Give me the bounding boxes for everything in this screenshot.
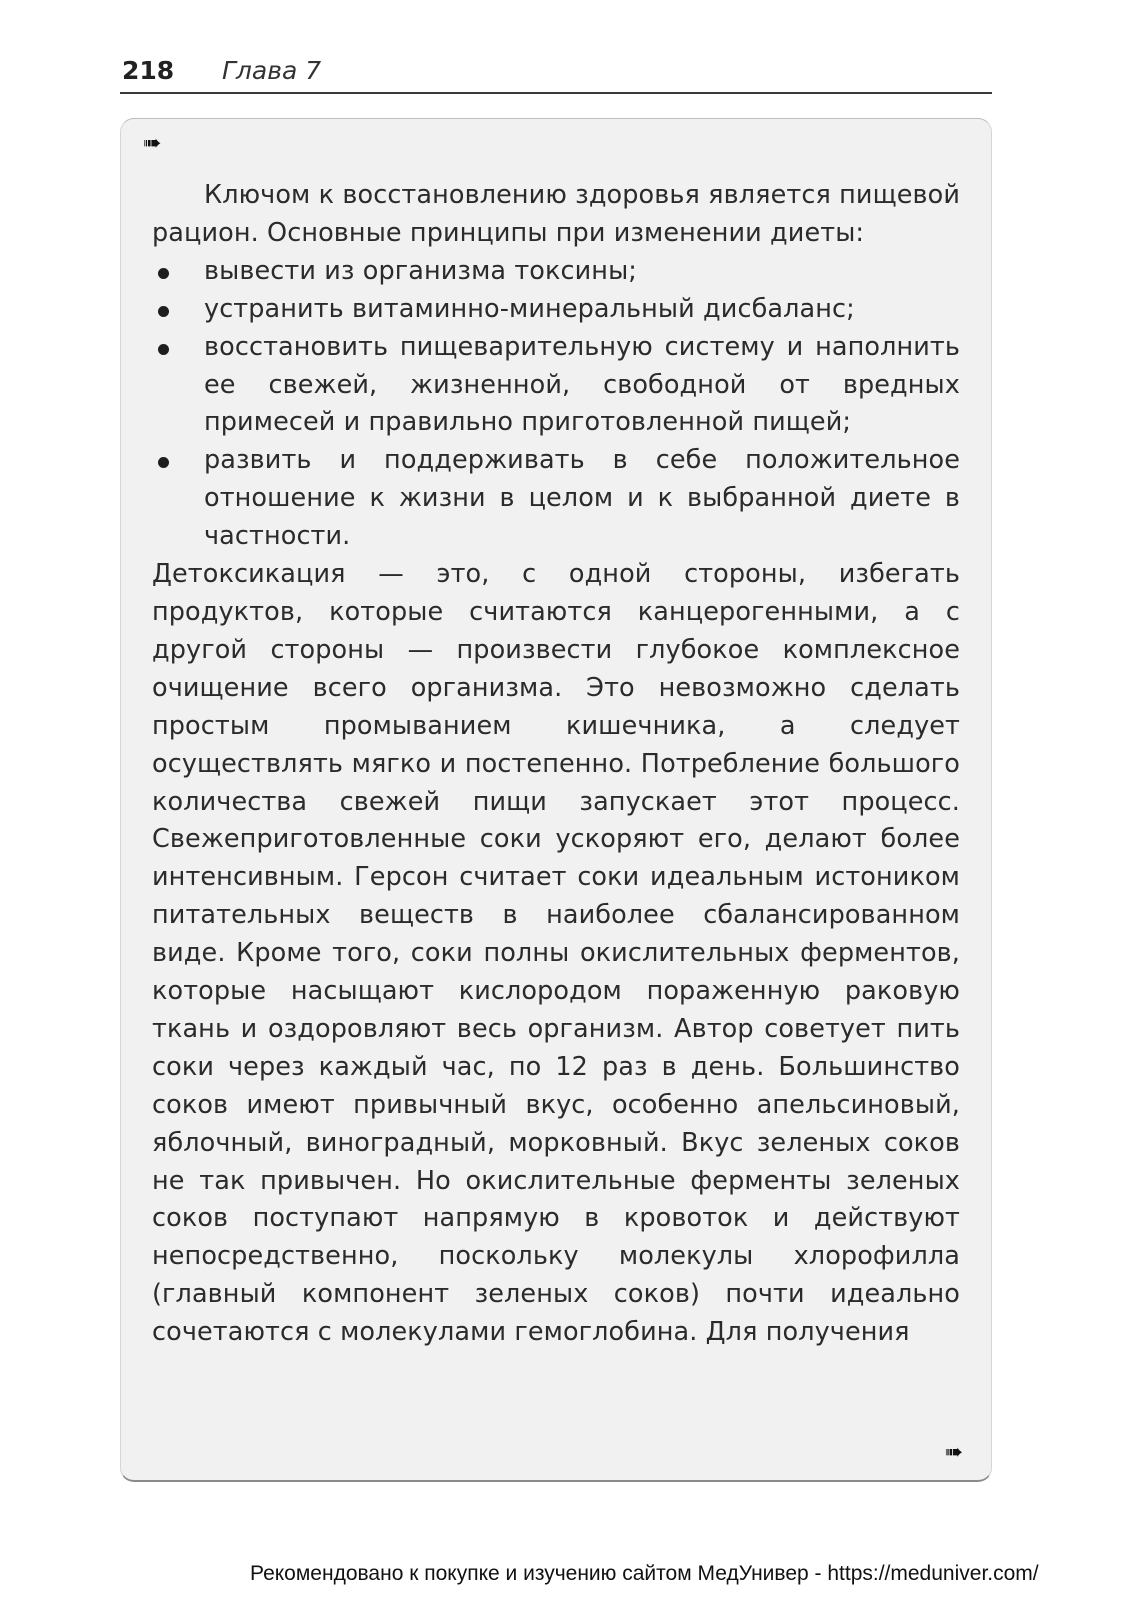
arrow-right-icon: ➠	[944, 1440, 963, 1465]
running-head	[120, 54, 992, 94]
main-paragraph: Детоксикация — это, с одной стороны, избегать продуктов, которые считаются канцерогенными, а с другой стороны — произвести глубокое комплексное очищение всего организма. Это невозможно сделать простым промыванием кишечника, а следует осуществлять мягко и постепенно. Потребление большого количества свежей пищи запускает этот процесс. Свежеприготовленные соки ускоряют его, делают более интенсивным. Герсон считает соки идеальным истоником питательных веществ в наиболее сбалансированном виде. Кроме того, соки полны окислительных ферментов, которые насыщают кислородом пораженную раковую ткань и оздоровляют весь организм. Автор советует пить соки через каждый час, по 12 раз в день. Большинство соков имеют привычный вкус, особенно апельсиновый, яблочный, виноградный, морковный. Вкус зеленых соков не так привычен. Но окислительные ферменты зеленых соков поступают напрямую в кровоток и действуют непосредственно, поскольку молекулы хлорофилла (главный компонент зеленых соков) почти идеально сочетаются с молекулами гемоглобина. Для получения	[152, 559, 960, 1348]
chapter-title: Глава 7	[222, 56, 322, 85]
bullet-list	[152, 253, 960, 556]
list-item	[152, 329, 960, 443]
intro-paragraph: Ключом к восстановлению здоровья является пищевой рацион. Основные принципы при изменении диеты:	[152, 180, 960, 248]
footer-watermark: Рекомендовано к покупке и изучению сайтом МедУнивер - https://meduniver.com/	[250, 1562, 1039, 1585]
list-item-text: развить и поддерживать в себе положительное отношение к жизни в целом и к выбранной диете в частности.	[204, 445, 960, 552]
bullet-icon	[158, 268, 169, 279]
list-item	[152, 442, 960, 556]
text-box	[120, 118, 992, 1482]
list-item-text: восстановить пищеварительную систему и наполнить ее свежей, жизненной, свободной от вредных примесей и правильно приготовленной пищей;	[204, 331, 960, 438]
bullet-icon	[158, 306, 169, 317]
page-number: 218	[122, 56, 175, 85]
list-item-text: вывести из организма токсины;	[204, 255, 638, 286]
arrow-right-icon: ➠	[143, 131, 162, 156]
bullet-icon	[158, 457, 169, 468]
bullet-icon	[158, 344, 169, 355]
list-item-text: устранить витаминно-минеральный дисбаланс;	[204, 293, 855, 324]
list-item	[152, 291, 960, 329]
box-content	[152, 177, 960, 1352]
list-item	[152, 253, 960, 291]
